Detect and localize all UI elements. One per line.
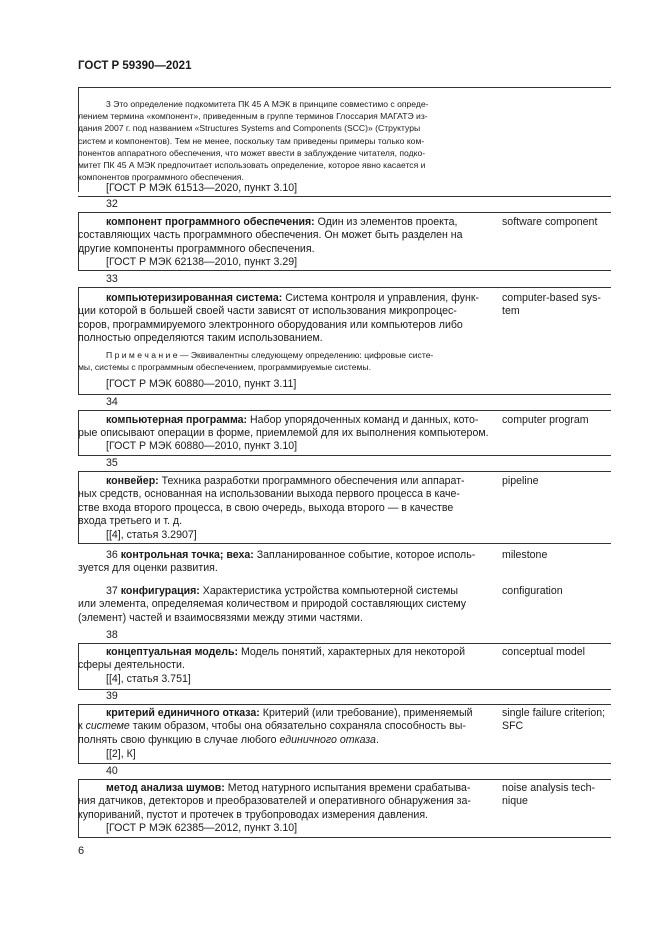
entry-32-english: software component: [502, 216, 598, 228]
entry-34-source: [ГОСТ Р МЭК 60880—2010, пункт 3.10]: [106, 440, 298, 452]
rule: [78, 410, 611, 411]
entry-37-definition: 37 конфигурация: Характеристика устройства компьютерной системы или элемента, определяемая количеством и природой составляющих систему (элемент) частей и взаимосвязями между этими частями.: [78, 585, 467, 624]
rule: [78, 287, 611, 288]
entry-40-source: [ГОСТ Р МЭК 62385—2012, пункт 3.10]: [106, 822, 298, 834]
entry-38-english: conceptual model: [502, 646, 586, 658]
page-number: 6: [78, 845, 85, 857]
document-header: ГОСТ Р 59390—2021: [78, 60, 192, 72]
entry-40-english: noise analysis tech- nique: [502, 782, 596, 808]
rule: [78, 196, 611, 197]
rule: [78, 689, 611, 690]
note-3: 3 Это определение подкомитета ПК 45 А МЭК в принципе совместимо с опреде- лением термина «компонент», приведенным в группе терминов Глоссария МАГАТЭ из- дания 2007 г. под названием «Structures Systems and Components (SCC)» (Структуры систем и компонентов). Тем не менее, поскольку там приведены примеры только ком- понентов аппаратного обеспечения, что может ввести в заблуждение читателя, подко- митет ПК 45 А МЭК предпочитает использовать определение, которое явно касается и компонентов программного обеспечения.: [78, 99, 429, 183]
entry-34-definition: компьютерная программа: Набор упорядоченных команд и данных, кото- рые описывают операции в форме, приемлемой для их выполнения компьютером.: [78, 414, 489, 440]
entry-33-source: [ГОСТ Р МЭК 60880—2010, пункт 3.11]: [106, 378, 297, 390]
entry-number: 38: [106, 629, 118, 641]
entry-32-source: [ГОСТ Р МЭК 62138—2010, пункт 3.29]: [106, 256, 298, 268]
frame-top-rule: [78, 87, 611, 88]
rule: [78, 394, 611, 395]
rule: [78, 455, 611, 456]
entry-number: 34: [106, 396, 118, 408]
entry-40-definition: метод анализа шумов: Метод натурного испытания времени срабатыва- ния датчиков, детекторов и преобразователей и оперативного обнаружения за- купориваний, пустот и протечек в трубопроводах измерения давления.: [78, 782, 471, 821]
note-3-source: [ГОСТ Р МЭК 61513—2020, пункт 3.10]: [106, 182, 298, 194]
rule: [78, 270, 611, 271]
entry-35-definition: конвейер: Техника разработки программного обеспечения или аппарат- ных средств, основанная на использовании выхода первого процесса в каче- стве входа второго процесса, в свою очередь, выхода второго — в качестве входа третьего и т. д.: [78, 475, 465, 527]
entry-37-english: configuration: [502, 585, 563, 597]
rule: [78, 212, 611, 213]
entry-number: 33: [106, 273, 118, 285]
entry-number: 35: [106, 457, 118, 469]
entry-33-definition: компьютеризированная система: Система контроля и управления, функ- ции которой в большей своей части зависят от использования микропроцес- соров, программируемого электронного оборудования или компьютеров либо полностью определяются таким использованием.: [78, 292, 479, 344]
entry-39-source: [[2], К]: [106, 748, 136, 760]
entry-35-source: [[4], статья 3.2907]: [106, 529, 197, 541]
entry-34-english: computer program: [502, 414, 589, 426]
entry-36-english: milestone: [502, 549, 548, 561]
rule: [78, 704, 611, 705]
entry-number: 40: [106, 765, 118, 777]
entry-39-definition: критерий единичного отказа: Критерий (или требование), применяемый к системе таким образом, чтобы она обязательно сохраняла способность вы- полнять свою функцию в случае любого единичного отказа.: [78, 707, 473, 746]
rule: [78, 543, 611, 544]
entry-35-english: pipeline: [502, 475, 539, 487]
rule: [78, 763, 611, 764]
entry-38-source: [[4], статья 3.751]: [106, 673, 191, 685]
entry-33-english: computer-based sys- tem: [502, 292, 601, 318]
entry-39-english: single failure criterion; SFC: [502, 707, 606, 733]
entry-number: 39: [106, 690, 118, 702]
entry-36-definition: 36 контрольная точка; веха: Запланированное событие, которое исполь- зуется для оценки развития.: [78, 549, 476, 575]
rule: [78, 837, 611, 838]
rule: [78, 643, 611, 644]
entry-33-note: П р и м е ч а н и е — Эквивалентны следующему определению: цифровые систе- мы, системы с программным обеспечением, программируемые системы.: [78, 350, 434, 373]
entry-number: 32: [106, 198, 118, 210]
rule: [78, 471, 611, 472]
rule: [78, 779, 611, 780]
entry-38-definition: концептуальная модель: Модель понятий, характерных для некоторой сферы деятельности.: [78, 646, 466, 672]
entry-32-definition: компонент программного обеспечения: Один из элементов проекта, составляющих часть программного обеспечения. Он может быть разделен на другие компоненты программного обеспечения.: [78, 216, 463, 255]
